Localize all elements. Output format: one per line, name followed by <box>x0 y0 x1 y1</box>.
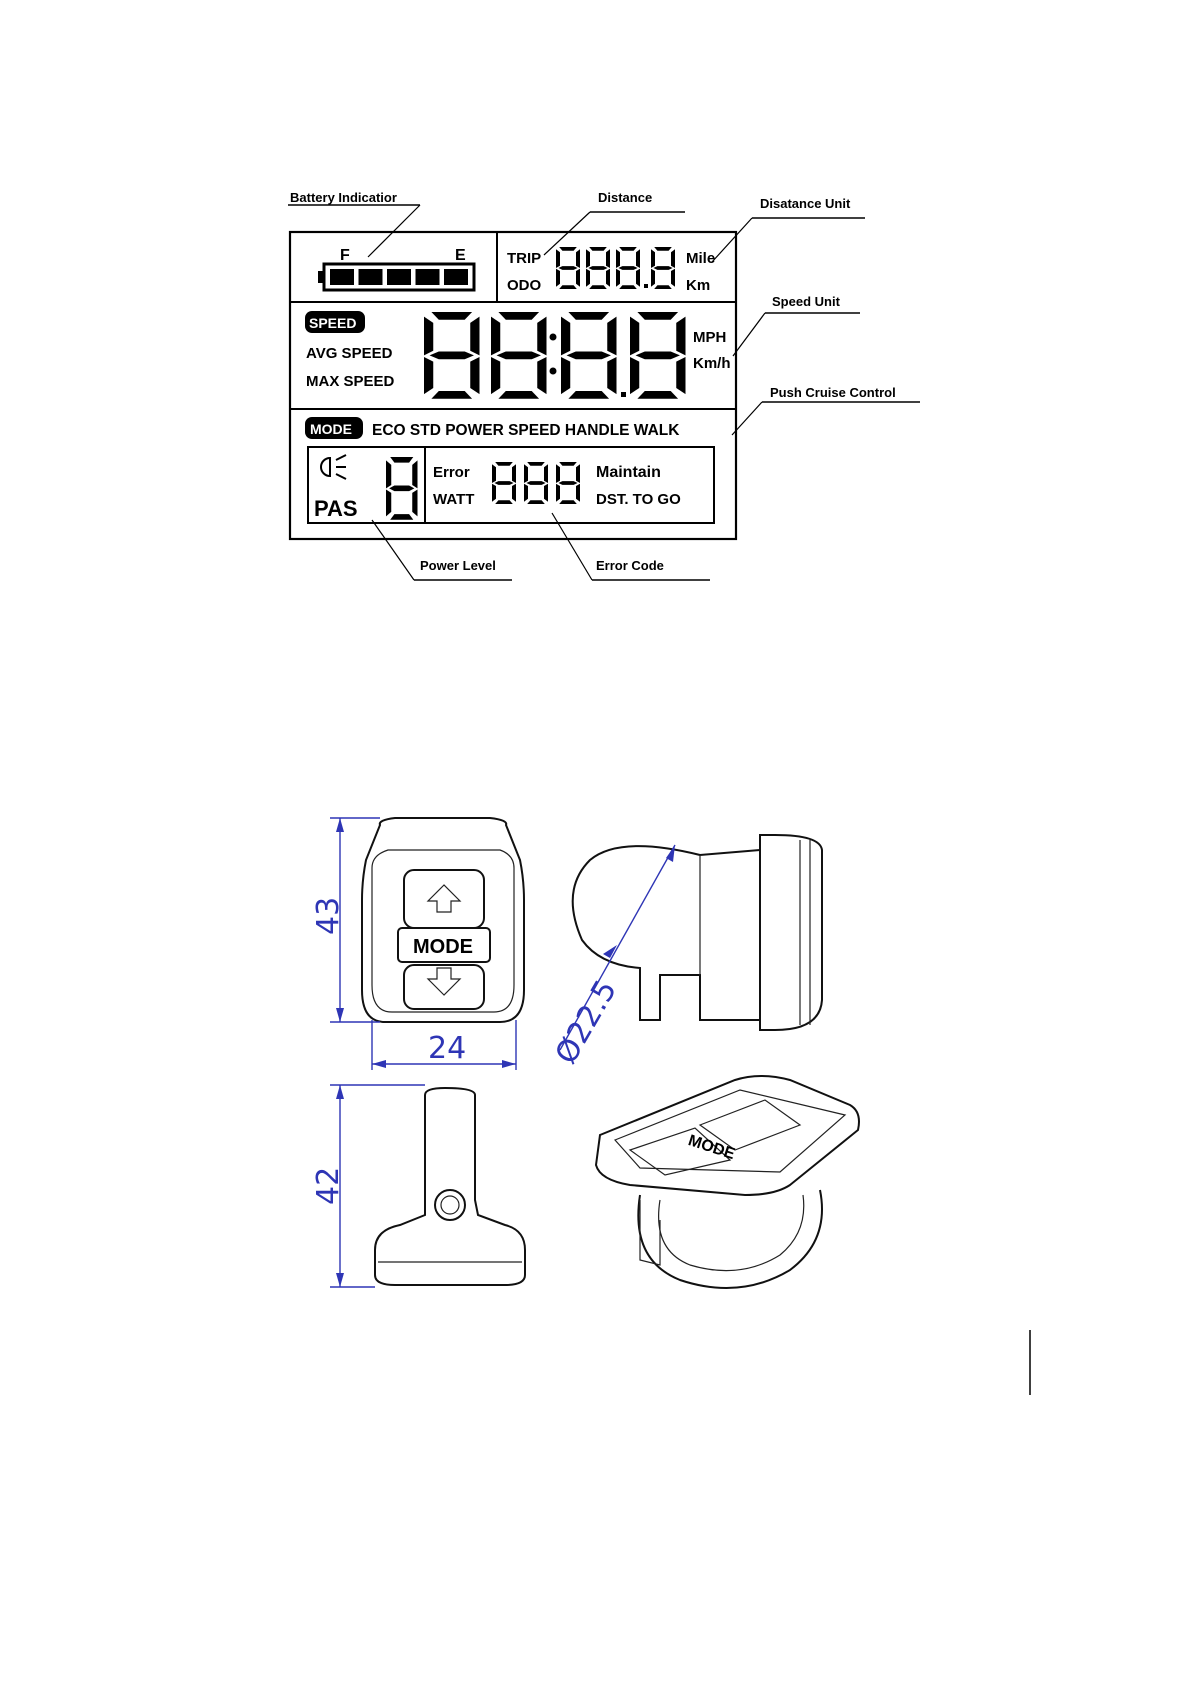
maintain-label: Maintain <box>596 464 661 481</box>
battery-indicator <box>318 247 474 290</box>
battery-bars <box>330 269 468 285</box>
mph-unit-label: MPH <box>693 329 727 346</box>
speed-digits <box>424 312 686 399</box>
callout-push-cruise <box>732 385 920 435</box>
profile-view <box>311 1085 525 1287</box>
battery-bar <box>416 269 440 285</box>
trip-label: TRIP <box>507 250 542 267</box>
callout-error-code-label: Error Code <box>596 558 664 573</box>
watt-label: WATT <box>433 491 475 508</box>
odo-label: ODO <box>507 277 542 294</box>
avg-speed-label: AVG SPEED <box>306 345 393 362</box>
callout-power-level-label: Power Level <box>420 558 496 573</box>
mile-unit-label: Mile <box>686 250 716 267</box>
distance-digits <box>556 247 675 289</box>
width-front-value: 24 <box>428 1031 467 1066</box>
diameter-value: Ø22.5 <box>548 974 625 1070</box>
max-speed-label: MAX SPEED <box>306 373 395 390</box>
callout-speed-unit-label: Speed Unit <box>772 294 840 309</box>
speed-section <box>305 311 731 399</box>
height-front-value: 43 <box>311 896 346 935</box>
distance-section <box>507 247 715 294</box>
iso-mode-label: MODE <box>686 1132 737 1164</box>
headlight-icon <box>321 455 346 479</box>
callout-distance-label: Distance <box>598 190 653 205</box>
mode-options: ECO STD POWER SPEED HANDLE WALK <box>372 422 680 439</box>
callout-distance-unit-label: Disatance Unit <box>760 196 851 211</box>
lcd-diagram <box>288 190 920 580</box>
mode-badge-label: MODE <box>310 421 352 437</box>
mechanical-drawing <box>311 818 859 1288</box>
dimension-width-front <box>372 1020 516 1070</box>
battery-full-label: F <box>340 247 350 264</box>
height-side-value: 42 <box>311 1166 346 1205</box>
mode-button-label: MODE <box>413 936 473 958</box>
battery-bar <box>444 269 468 285</box>
dimension-diameter <box>549 845 675 1070</box>
callout-battery <box>288 190 420 257</box>
battery-bar <box>359 269 383 285</box>
callout-push-cruise-label: Push Cruise Control <box>770 385 896 400</box>
pas-digit <box>386 457 418 520</box>
front-view <box>311 818 524 1070</box>
battery-bar <box>330 269 354 285</box>
callout-distance <box>544 190 685 255</box>
battery-bar <box>387 269 411 285</box>
callout-battery-label: Battery Indicatior <box>290 190 397 205</box>
error-label: Error <box>433 464 470 481</box>
battery-empty-label: E <box>455 247 466 264</box>
isometric-view <box>596 1076 859 1288</box>
arrow-up-icon <box>428 885 460 912</box>
km-unit-label: Km <box>686 277 711 294</box>
callout-speed-unit <box>733 294 860 356</box>
callout-power-level <box>372 520 512 580</box>
dimension-height-side <box>311 1085 425 1287</box>
bottom-section <box>308 447 714 523</box>
pas-label: PAS <box>314 496 358 521</box>
kmh-unit-label: Km/h <box>693 355 731 372</box>
arrow-down-icon <box>428 968 460 995</box>
error-digits <box>492 462 580 504</box>
side-view-clamp <box>549 835 822 1070</box>
mode-row <box>305 417 680 439</box>
dst-to-go-label: DST. TO GO <box>596 491 681 508</box>
speed-badge-label: SPEED <box>309 315 357 331</box>
